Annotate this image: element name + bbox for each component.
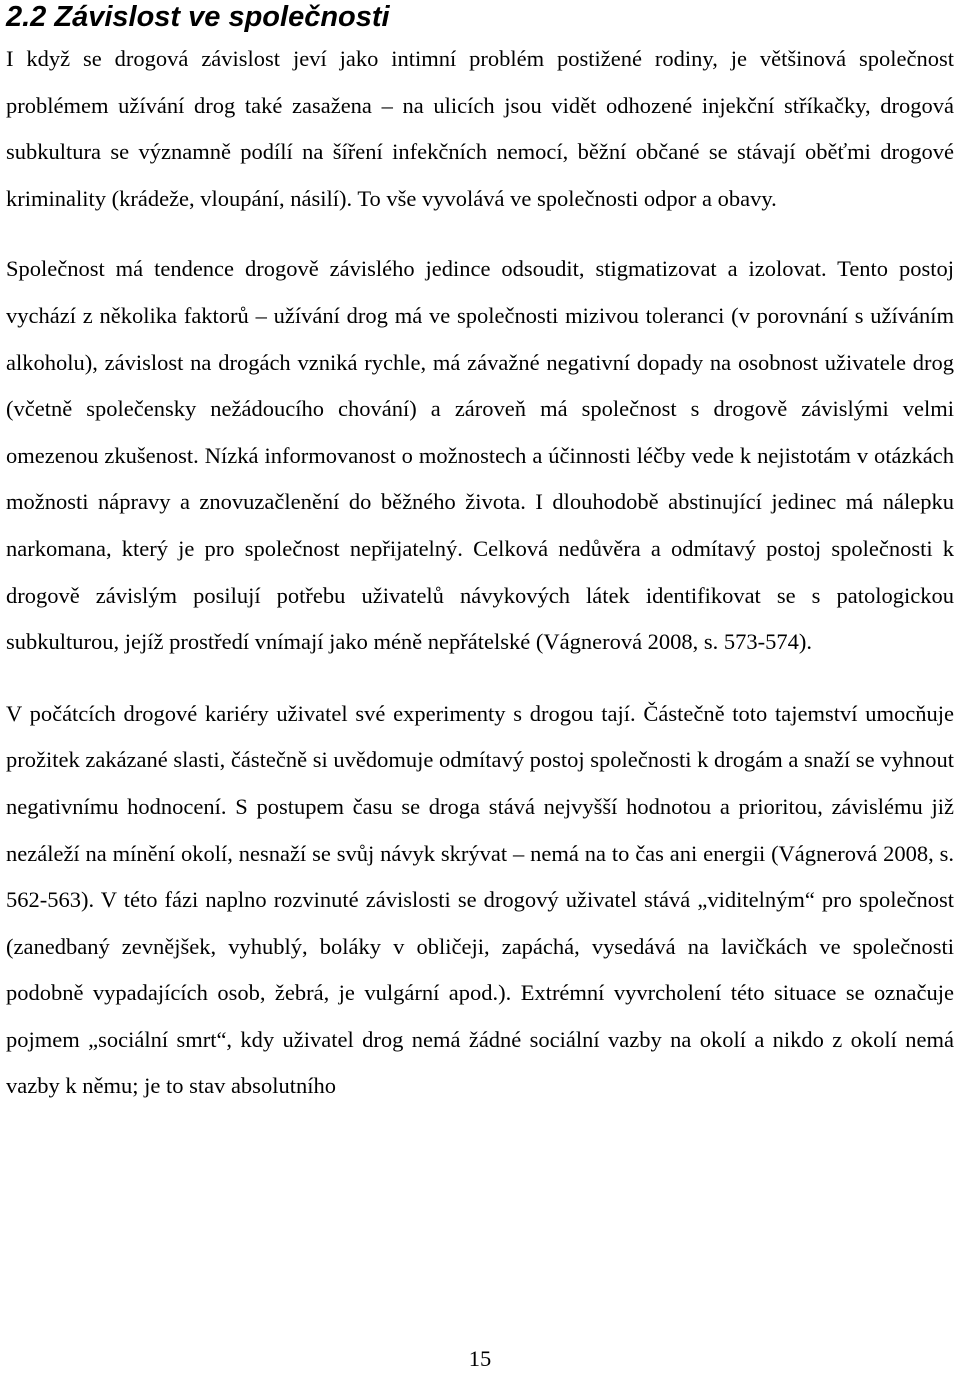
page-number: 15: [468, 1346, 492, 1371]
paragraph-1: I když se drogová závislost jeví jako intimní problém postižené rodiny, je většinová společnost problémem užívání drog také zasažena – na ulicích jsou vidět odhozené injekční stříkačky, drogová subkultura se významně podílí na šíření infekčních nemocí, běžní občané se stávají oběťmi drogové kriminality (krádeže, vloupání, násilí). To vše vyvolává ve společnosti odpor a obavy.: [6, 46, 954, 211]
paragraph-3: V počátcích drogové kariéry uživatel své experimenty s drogou tají. Částečně toto tajemství umocňuje prožitek zakázané slasti, částečně si uvědomuje odmítavý postoj společnosti k drogám a snaží se vyhnout negativnímu hodnocení. S postupem času se droga stává nejvyšší hodnotou a prioritou, závislému již nezáleží na mínění okolí, nesnaží se svůj návyk skrývat – nemá na to čas ani energii (Vágnerová 2008, s. 562-563). V této fázi naplno rozvinuté závislosti se drogový uživatel stává „viditelným“ pro společnost (zanedbaný zevnějšek, vyhublý, boláky v obličeji, zapáchá, vysedává na lavičkách ve společnosti podobně vypadajících osob, žebrá, je vulgární apod.). Extrémní vyvrcholení této situace se označuje pojmem „sociální smrt“, kdy uživatel drog nemá žádné sociální vazby na okolí a nikdo z okolí nemá vazby k němu; je to stav absolutního: [6, 700, 954, 1099]
section-heading: 2.2 Závislost ve společnosti: [6, 1, 390, 33]
paragraph-2: Společnost má tendence drogově závislého jedince odsoudit, stigmatizovat a izolovat. Tento postoj vychází z několika faktorů – užívání drog má ve společnosti mizivou toleranci (v porovnání s užíváním alkoholu), závislost na drogách vzniká rychle, má závažné negativní dopady na osobnost uživatele drog (včetně společensky nežádoucího chování) a zároveň má společnost s drogově závislými velmi omezenou zkušenost. Nízká informovanost o možnostech a účinnosti léčby vede k nejistotám v otázkách možnosti nápravy a znovuzačlenění do běžného života. I dlouhodobě abstinující jedinec má nálepku narkomana, který je pro společnost nepřijatelný. Celková nedůvěra a odmítavý postoj společnosti k drogově závislým posilují potřebu uživatelů návykových látek identifikovat se s patologickou subkulturou, jejíž prostředí vnímají jako méně nepřátelské (Vágnerová 2008, s. 573-574).: [6, 256, 954, 655]
document-page: [6, 0, 954, 1373]
